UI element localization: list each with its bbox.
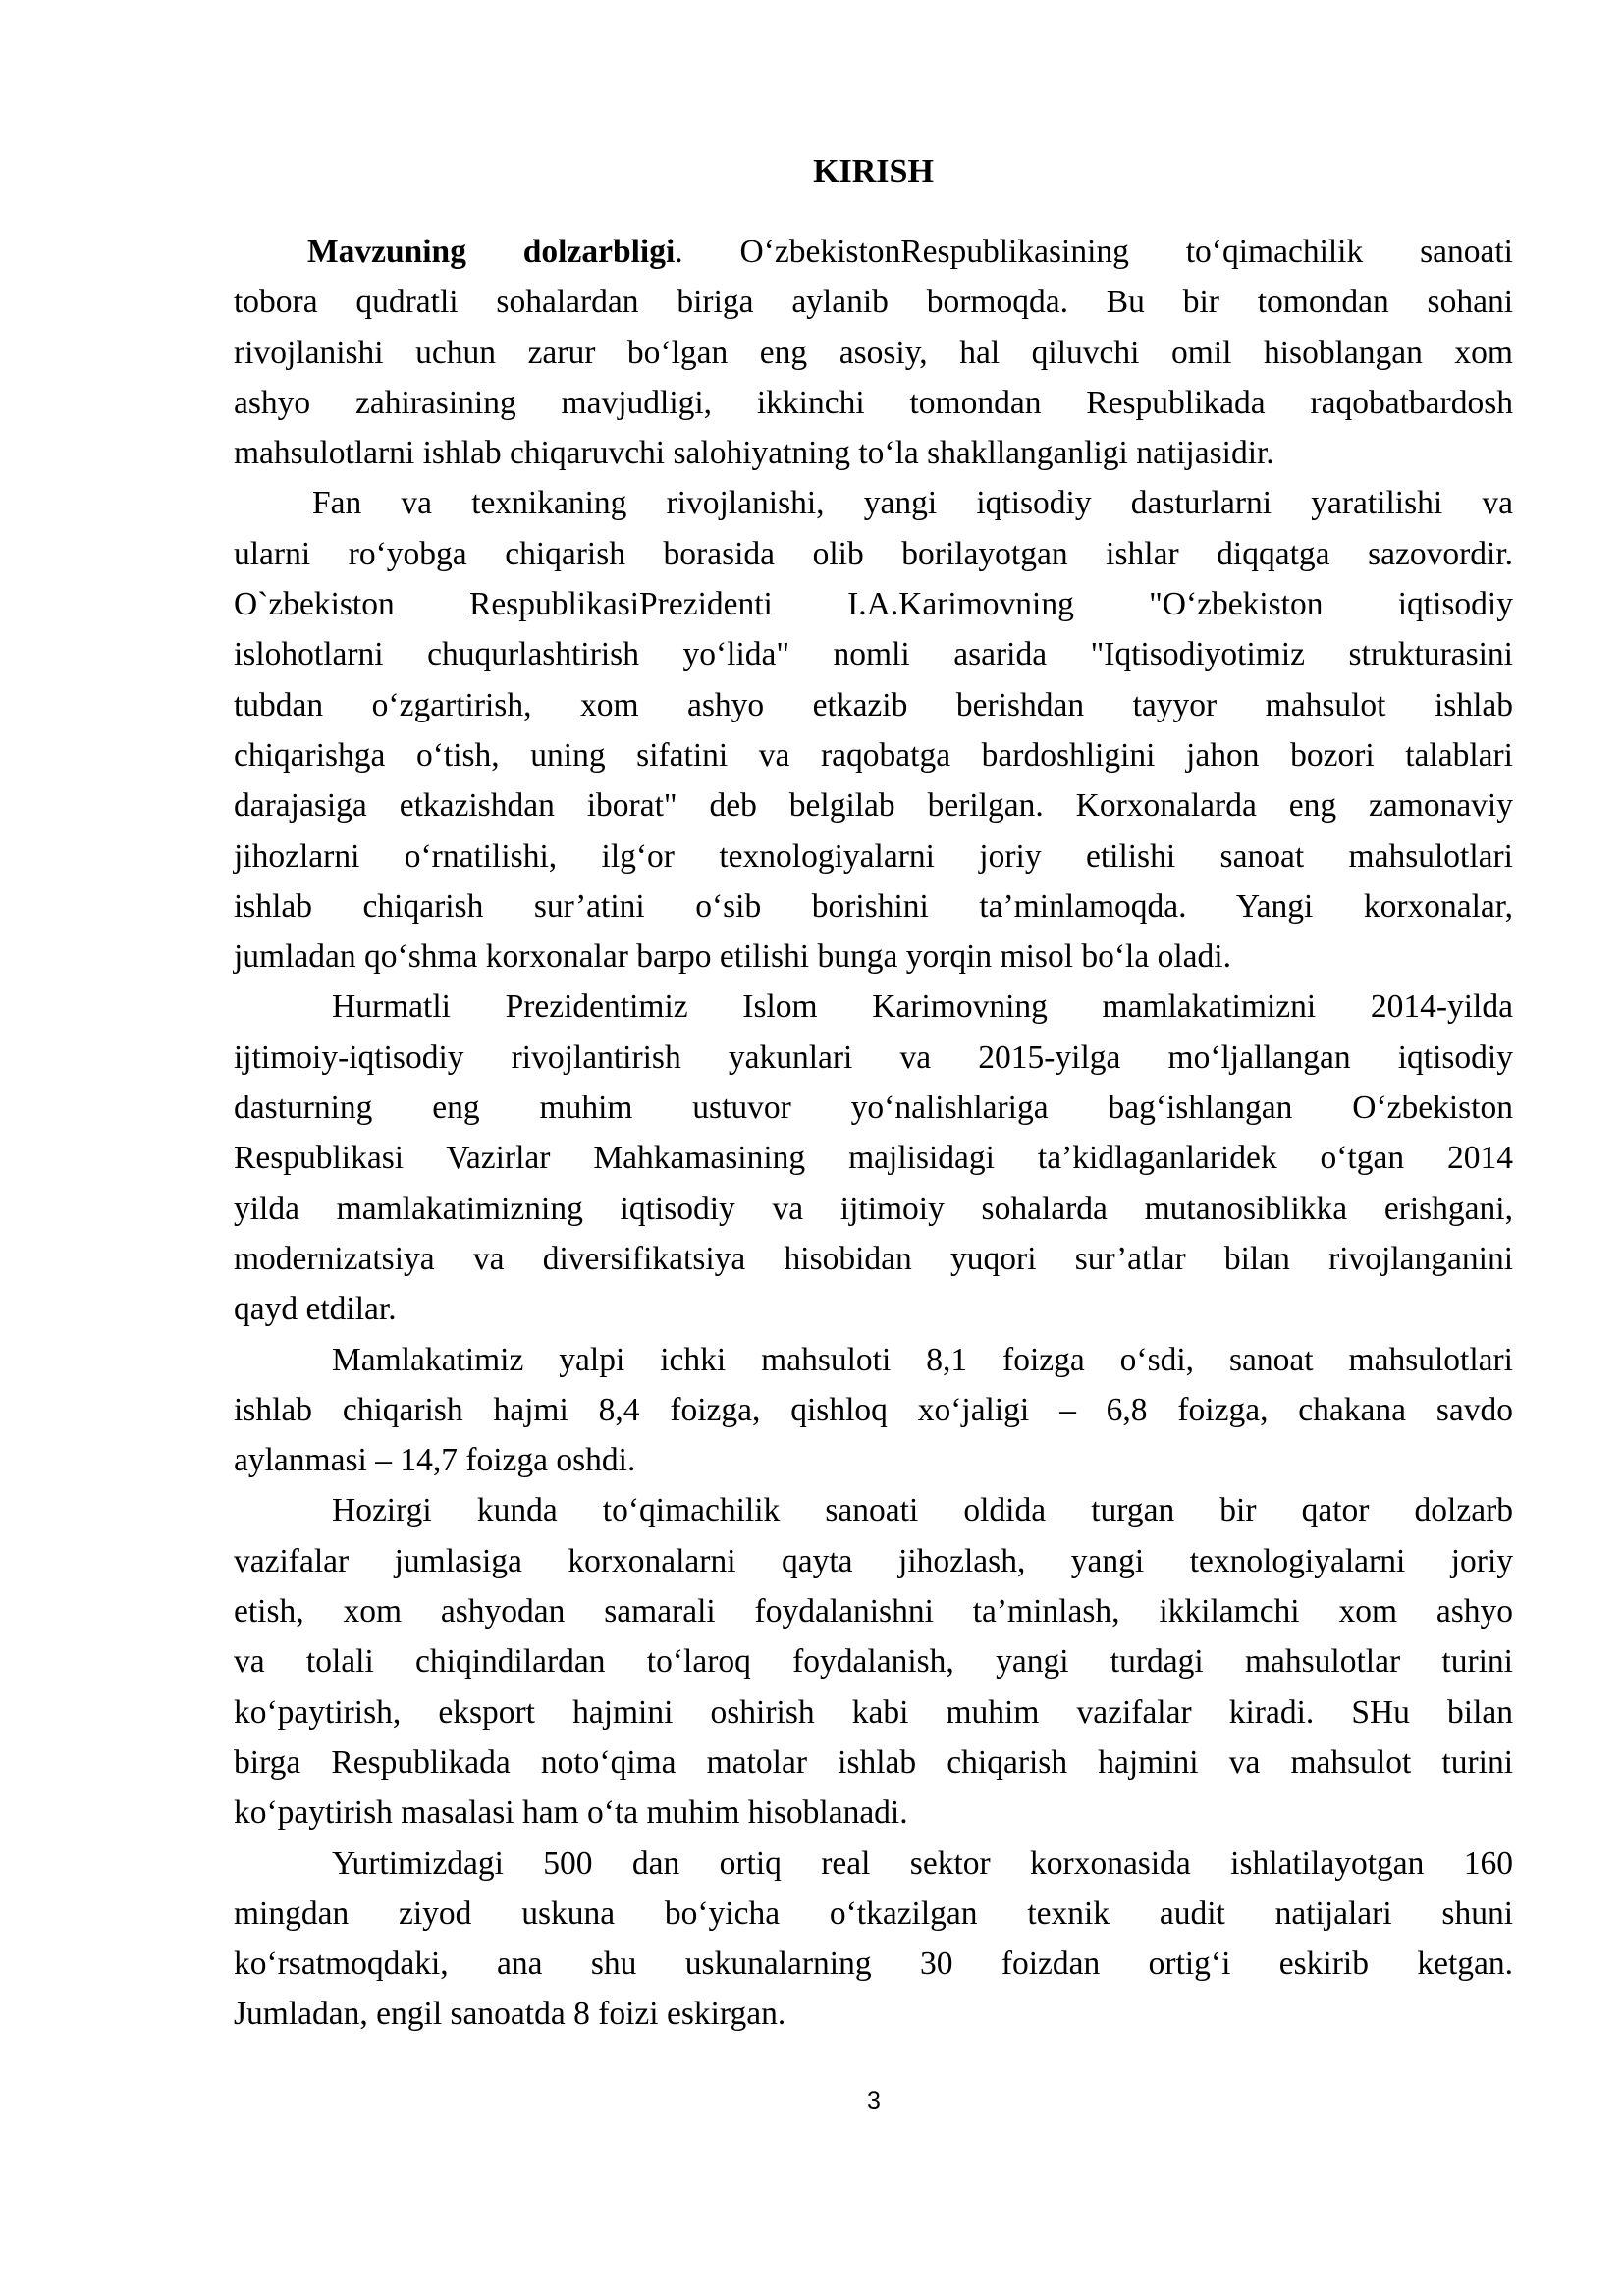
paragraph-1-line: tobora qudratli sohalardan biriga aylanib bormoqda. Bu bir tomondan sohani — [234, 284, 1513, 321]
paragraph-5-line: ko‘paytirish, eksport hajmini oshirish kabi muhim vazifalar kiradi. SHu bilan — [234, 1693, 1513, 1731]
paragraph-3-line: qayd etdilar. — [234, 1291, 397, 1328]
paragraph-6-line: Yurtimizdagi 500 dan ortiq real sektor korxonasida ishlatilayotgan 160 — [332, 1844, 1513, 1882]
paragraph-3-line: modernizatsiya va diversifikatsiya hisobidan yuqori sur’atlar bilan rivojlanganini — [234, 1240, 1513, 1277]
paragraph-2-line: tubdan o‘zgartirish, xom ashyo etkazib berishdan tayyor mahsulot ishlab — [234, 686, 1513, 723]
page-number: 3 — [867, 2087, 881, 2114]
paragraph-2-line: Fan va texnikaning rivojlanishi, yangi iqtisodiy dasturlarni yaratilishi va — [312, 485, 1513, 522]
paragraph-3-line: ijtimoiy-iqtisodiy rivojlantirish yakunlari va 2015-yilga mo‘ljallangan iqtisodiy — [234, 1039, 1513, 1076]
paragraph-1-line — [234, 227, 1513, 277]
paragraph-5-line: ko‘paytirish masalasi ham o‘ta muhim hisoblanadi. — [234, 1794, 908, 1832]
paragraph-3-line: Respublikasi Vazirlar Mahkamasining majlisidagi ta’kidlaganlaridek o‘tgan 2014 — [234, 1140, 1513, 1177]
paragraph-4-line: ishlab chiqarish hajmi 8,4 foizga, qishloq xo‘jaligi – 6,8 foizga, chakana savdo — [234, 1391, 1513, 1428]
paragraph-3-line: Hurmatli Prezidentimiz Islom Karimovning mamlakatimizni 2014-yilda — [332, 988, 1513, 1026]
paragraph-2-line: chiqarishga o‘tish, uning sifatini va raqobatga bardoshligini jahon bozori talablari — [234, 736, 1513, 774]
page-title: KIRISH — [813, 153, 934, 189]
paragraph-5-line: Hozirgi kunda to‘qimachilik sanoati oldida turgan bir qator dolzarb — [332, 1492, 1513, 1529]
paragraph-2-line: ularni ro‘yobga chiqarish borasida olib borilayotgan ishlar diqqatga sazovordir. — [234, 535, 1513, 572]
paragraph-1-line: ashyo zahirasining mavjudligi, ikkinchi tomondan Respublikada raqobatbardosh — [234, 384, 1513, 421]
paragraph-3-line: dasturning eng muhim ustuvor yo‘nalishlariga bag‘ishlangan O‘zbekiston — [234, 1090, 1513, 1127]
paragraph-5-line: etish, xom ashyodan samarali foydalanishni ta’minlash, ikkilamchi xom ashyo — [234, 1593, 1513, 1630]
body-text — [234, 227, 1513, 2040]
paragraph-2-line: jihozlarni o‘rnatilishi, ilg‘or texnologiyalarni joriy etilishi sanoat mahsulotlari — [234, 837, 1513, 875]
paragraph-5-line: birga Respublikada noto‘qima matolar ishlab chiqarish hajmini va mahsulot turini — [234, 1743, 1513, 1781]
paragraph-1-text: . O‘zbekistonRespublikasining to‘qimachilik sanoati — [675, 234, 1513, 270]
paragraph-5-line: vazifalar jumlasiga korxonalarni qayta jihozlash, yangi texnologiyalarni joriy — [234, 1542, 1513, 1579]
paragraph-4-line: Mamlakatimiz yalpi ichki mahsuloti 8,1 foizga o‘sdi, sanoat mahsulotlari — [332, 1341, 1513, 1378]
paragraph-3-line: yilda mamlakatimizning iqtisodiy va ijtimoiy sohalarda mutanosiblikka erishgani, — [234, 1190, 1513, 1227]
paragraph-1-line: rivojlanishi uchun zarur bo‘lgan eng asosiy, hal qiluvchi omil hisoblangan xom — [234, 334, 1513, 371]
paragraph-6-line: mingdan ziyod uskuna bo‘yicha o‘tkazilgan texnik audit natijalari shuni — [234, 1895, 1513, 1932]
paragraph-5-line: va tolali chiqindilardan to‘laroq foydalanish, yangi turdagi mahsulotlar turini — [234, 1643, 1513, 1681]
paragraph-2-line: ishlab chiqarish sur’atini o‘sib borishini ta’minlamoqda. Yangi korxonalar, — [234, 887, 1513, 925]
paragraph-2-line: O`zbekiston RespublikasiPrezidenti I.A.Karimovning "O‘zbekiston iqtisodiy — [234, 586, 1513, 623]
paragraph-6-line: Jumladan, engil sanoatda 8 foizi eskirgan. — [234, 1996, 786, 2033]
paragraph-6-line: ko‘rsatmoqdaki, ana shu uskunalarning 30 foizdan ortig‘i eskirib ketgan. — [234, 1946, 1513, 1983]
paragraph-1-lead: Mavzuning dolzarbligi — [307, 234, 676, 270]
paragraph-2-line: darajasiga etkazishdan iborat" deb belgilab berilgan. Korxonalarda eng zamonaviy — [234, 787, 1513, 825]
paragraph-2-line: jumladan qo‘shma korxonalar barpo etilishi bunga yorqin misol bo‘la oladi. — [234, 938, 1231, 976]
paragraph-2-line: islohotlarni chuqurlashtirish yo‘lida" nomli asarida "Iqtisodiyotimiz strukturasini — [234, 636, 1513, 673]
paragraph-4-line: aylanmasi – 14,7 foizga oshdi. — [234, 1442, 636, 1479]
paragraph-1-line: mahsulotlarni ishlab chiqaruvchi salohiyatning to‘la shakllanganligi natijasidir. — [234, 435, 1274, 472]
